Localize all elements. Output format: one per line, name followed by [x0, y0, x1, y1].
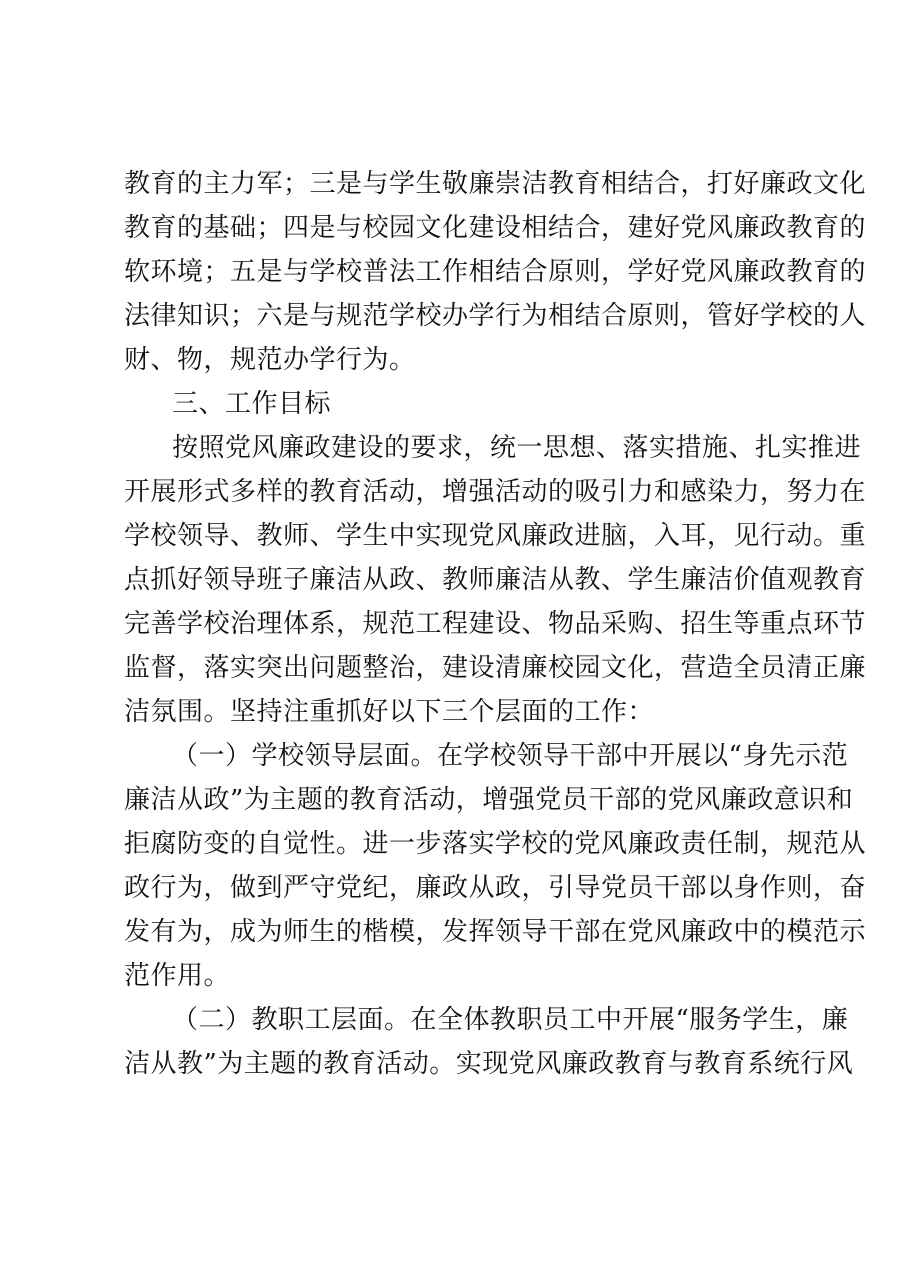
paragraph-line: 洁从教”为主题的教育活动。实现党风廉政教育与教育系统行风 [124, 1049, 854, 1079]
paragraph-line: 教育的基础；四是与校园文化建设相结合，建好党风廉政教育的 [124, 213, 867, 243]
paragraph-line: 监督，落实突出问题整治，建设清廉校园文化，营造全员清正廉 [124, 653, 867, 683]
paragraph-line: 完善学校治理体系，规范工程建设、物品采购、招生等重点环节 [124, 609, 867, 639]
paragraph-line: 发有为，成为师生的楷模，发挥领导干部在党风廉政中的模范示 [124, 917, 867, 947]
paragraph-first-line: （二）教职工层面。在全体教职员工中开展“服务学生，廉 [172, 1005, 849, 1035]
paragraph-line: 开展形式多样的教育活动，增强活动的吸引力和感染力，努力在 [124, 477, 867, 507]
paragraph-line: 政行为，做到严守党纪，廉政从政，引导党员干部以身作则，奋 [124, 873, 867, 903]
paragraph-line: 拒腐防变的自觉性。进一步落实学校的党风廉政责任制，规范从 [124, 829, 867, 859]
paragraph-line: 廉洁从政”为主题的教育活动，增强党员干部的党风廉政意识和 [124, 785, 854, 815]
paragraph-line: 法律知识；六是与规范学校办学行为相结合原则，管好学校的人 [124, 301, 867, 331]
paragraph-line: 学校领导、教师、学生中实现党风廉政进脑，入耳，见行动。重 [124, 521, 867, 551]
paragraph-first-line: （一）学校领导层面。在学校领导干部中开展以“身先示范 [172, 741, 849, 771]
paragraph-line: 点抓好领导班子廉洁从政、教师廉洁从教、学生廉洁价值观教育 [124, 565, 867, 595]
section-heading: 三、工作目标 [172, 389, 332, 419]
paragraph-first-line: 按照党风廉政建设的要求，统一思想、落实措施、扎实推进 [172, 433, 862, 463]
paragraph-line: 软环境；五是与学校普法工作相结合原则，学好党风廉政教育的 [124, 257, 867, 287]
paragraph-line: 范作用。 [124, 961, 231, 991]
paragraph-line: 洁氛围。坚持注重抓好以下三个层面的工作： [124, 697, 655, 727]
paragraph-line: 财、物，规范办学行为。 [124, 345, 416, 375]
paragraph-line: 教育的主力军；三是与学生敬廉崇洁教育相结合，打好廉政文化 [124, 169, 867, 199]
